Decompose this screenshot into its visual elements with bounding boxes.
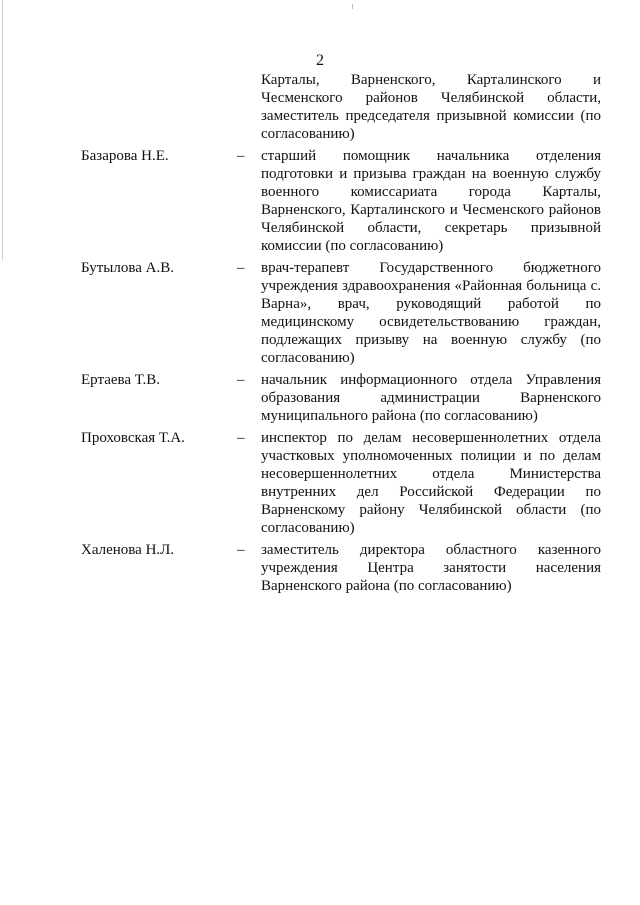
member-name: Ертаева Т.В. (81, 372, 160, 388)
member-name: Базарова Н.Е. (81, 148, 169, 164)
commission-members-list (81, 71, 601, 595)
member-dash: – (237, 372, 245, 388)
member-role: инспектор по делам несовершеннолетних отдела участковых уполномоченных полиции и по делам несовершеннолетних отдела Министерства внутренних дел Российской Федерации по Варненскому району Челябинской области (по согласованию) (261, 430, 601, 536)
scan-edge-line (2, 0, 3, 260)
scan-mark (352, 4, 353, 9)
list-item-member (81, 147, 601, 255)
member-dash: – (237, 148, 245, 164)
member-name: Проховская Т.А. (81, 430, 185, 446)
list-item-member (81, 429, 601, 537)
member-dash: – (237, 260, 245, 276)
member-role: начальник информационного отдела Управления образования администрации Варненского муниципального района (по согласованию) (261, 372, 601, 424)
member-dash: – (237, 542, 245, 558)
list-item-member (81, 371, 601, 425)
member-role: врач-терапевт Государственного бюджетного учреждения здравоохранения «Районная больница с. Варна», врач, руководящий работой по медицинскому освидетельствованию граждан, подлежащих призыву на военную службу (по согласованию) (261, 260, 601, 366)
member-dash: – (237, 430, 245, 446)
list-item-continuation (81, 71, 601, 143)
member-name: Бутылова А.В. (81, 260, 174, 276)
continuation-role-text: Карталы, Варненского, Карталинского и Чесменского районов Челябинской области, заместитель председателя призывной комиссии (по согласованию) (261, 72, 601, 142)
list-item-member (81, 541, 601, 595)
member-name: Халенова Н.Л. (81, 542, 175, 558)
member-role: заместитель директора областного казенного учреждения Центра занятости населения Варненского района (по согласованию) (261, 542, 601, 594)
page-number: 2 (316, 52, 324, 69)
member-role: старший помощник начальника отделения подготовки и призыва граждан на военную службу военного комиссариата города Карталы, Варненского, Карталинского и Чесменского районов Челябинской области, секретарь призывной комиссии (по согласованию) (261, 148, 601, 254)
list-item-member (81, 259, 601, 367)
